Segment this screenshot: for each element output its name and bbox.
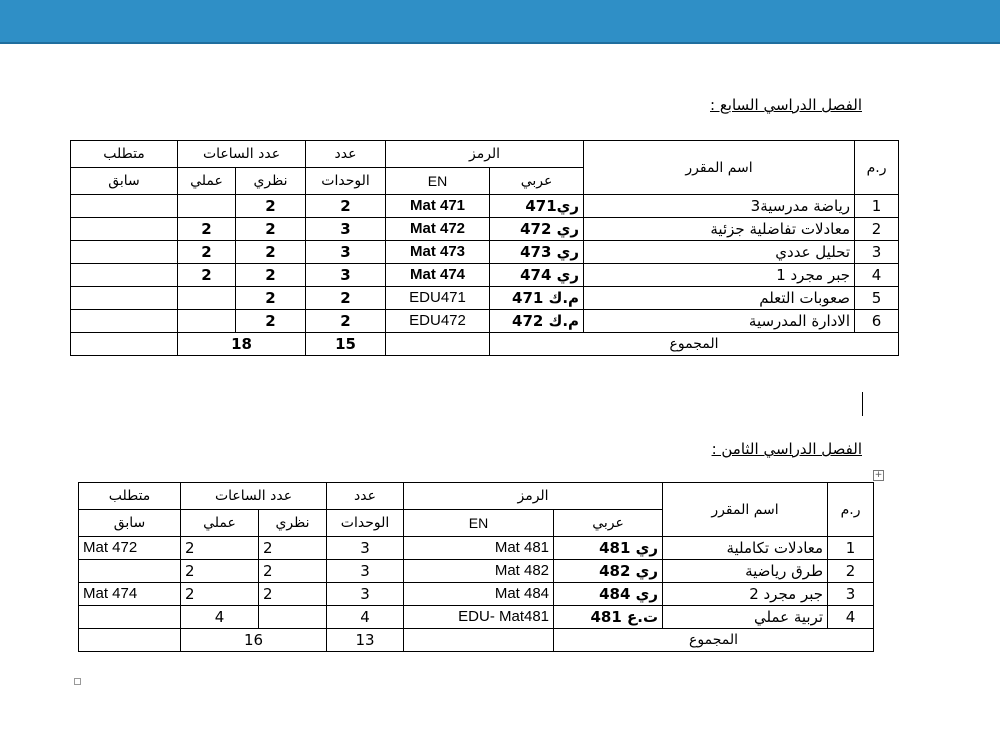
- row-no: 2: [855, 218, 899, 241]
- row-no: 6: [855, 310, 899, 333]
- row-course: الادارة المدرسية: [584, 310, 855, 333]
- top-banner: [0, 0, 1000, 44]
- total-units: 15: [306, 333, 386, 356]
- row-theory: 2: [259, 583, 327, 606]
- header-prereq-top: متطلب: [71, 141, 178, 168]
- row-course: صعوبات التعلم: [584, 287, 855, 310]
- row-practical: 2: [181, 537, 259, 560]
- row-code-ar: ت.ع 481: [554, 606, 663, 629]
- row-code-ar: ري471: [490, 195, 584, 218]
- header-arabic: عربي: [490, 168, 584, 195]
- row-code-ar: ري 481: [554, 537, 663, 560]
- header-practical: عملي: [181, 510, 259, 537]
- row-prereq: Mat 472: [79, 537, 181, 560]
- row-practical: 4: [181, 606, 259, 629]
- row-no: 4: [828, 606, 874, 629]
- row-theory: [259, 606, 327, 629]
- header-en: EN: [404, 510, 554, 537]
- row-no: 5: [855, 287, 899, 310]
- row-course: طرق رياضية: [663, 560, 828, 583]
- header-theory: نظري: [259, 510, 327, 537]
- row-code-en: EDU- Mat481: [404, 606, 554, 629]
- row-code-en: Mat 484: [404, 583, 554, 606]
- row-prereq: [71, 264, 178, 287]
- row-theory: 2: [236, 264, 306, 287]
- row-code-en: EDU472: [386, 310, 490, 333]
- header-prereq-bottom: سابق: [79, 510, 181, 537]
- header-theory: نظري: [236, 168, 306, 195]
- header-units-bottom: الوحدات: [306, 168, 386, 195]
- semester-8-table: [78, 482, 874, 652]
- row-units: 2: [306, 310, 386, 333]
- row-theory: 2: [259, 560, 327, 583]
- row-course: تربية عملي: [663, 606, 828, 629]
- row-no: 1: [828, 537, 874, 560]
- table-row: [71, 195, 899, 218]
- semester-7-title: الفصل الدراسي السابع :: [710, 96, 862, 114]
- header-en: EN: [386, 168, 490, 195]
- header-arabic: عربي: [554, 510, 663, 537]
- row-no: 1: [855, 195, 899, 218]
- row-practical: [178, 310, 236, 333]
- row-course: جبر مجرد 2: [663, 583, 828, 606]
- row-code-en: Mat 471: [386, 195, 490, 218]
- total-row: [71, 333, 899, 356]
- row-no: 4: [855, 264, 899, 287]
- header-hours: عدد الساعات: [178, 141, 306, 168]
- row-code-ar: م.ك 471: [490, 287, 584, 310]
- table-row: [71, 241, 899, 264]
- header-no: ر.م: [828, 483, 874, 537]
- table-row: [71, 310, 899, 333]
- row-course: رياضة مدرسية3: [584, 195, 855, 218]
- row-code-en: Mat 473: [386, 241, 490, 264]
- row-prereq: [71, 310, 178, 333]
- row-units: 3: [306, 218, 386, 241]
- table-row: [71, 218, 899, 241]
- row-practical: [178, 287, 236, 310]
- table-row: [79, 537, 874, 560]
- row-prereq: [71, 241, 178, 264]
- row-code-ar: ري 473: [490, 241, 584, 264]
- row-theory: 2: [259, 537, 327, 560]
- header-prereq-bottom: سابق: [71, 168, 178, 195]
- row-theory: 2: [236, 287, 306, 310]
- row-units: 4: [327, 606, 404, 629]
- row-code-ar: ري 472: [490, 218, 584, 241]
- row-code-en: Mat 474: [386, 264, 490, 287]
- header-units-top: عدد: [327, 483, 404, 510]
- text-cursor: [862, 392, 863, 416]
- header-practical: عملي: [178, 168, 236, 195]
- row-units: 3: [327, 537, 404, 560]
- row-units: 3: [306, 241, 386, 264]
- header-prereq-top: متطلب: [79, 483, 181, 510]
- header-course: اسم المقرر: [584, 141, 855, 195]
- row-prereq: Mat 474: [79, 583, 181, 606]
- row-no: 2: [828, 560, 874, 583]
- header-code: الرمز: [404, 483, 663, 510]
- row-code-en: Mat 472: [386, 218, 490, 241]
- row-prereq: [79, 560, 181, 583]
- row-units: 3: [327, 583, 404, 606]
- table-move-icon[interactable]: +: [874, 470, 883, 480]
- header-units-bottom: الوحدات: [327, 510, 404, 537]
- row-code-ar: م.ك 472: [490, 310, 584, 333]
- row-practical: 2: [178, 264, 236, 287]
- table-row: [71, 287, 899, 310]
- row-no: 3: [828, 583, 874, 606]
- total-hours: 18: [178, 333, 306, 356]
- row-course: تحليل عددي: [584, 241, 855, 264]
- row-units: 3: [327, 560, 404, 583]
- header-hours: عدد الساعات: [181, 483, 327, 510]
- header-no: ر.م: [855, 141, 899, 195]
- row-code-ar: ري 482: [554, 560, 663, 583]
- row-course: معادلات تكاملية: [663, 537, 828, 560]
- table-row: [79, 583, 874, 606]
- total-row: [79, 629, 874, 652]
- row-practical: 2: [181, 583, 259, 606]
- header-code: الرمز: [386, 141, 584, 168]
- semester-7-table: [70, 140, 899, 356]
- row-units: 3: [306, 264, 386, 287]
- row-practical: 2: [178, 241, 236, 264]
- semester-8-title: الفصل الدراسي الثامن :: [711, 440, 862, 458]
- total-hours: 16: [181, 629, 327, 652]
- row-code-ar: ري 474: [490, 264, 584, 287]
- table-row: [71, 264, 899, 287]
- row-theory: 2: [236, 195, 306, 218]
- header-units-top: عدد: [306, 141, 386, 168]
- total-label: المجموع: [490, 333, 899, 356]
- table-row: [79, 606, 874, 629]
- row-course: جبر مجرد 1: [584, 264, 855, 287]
- row-prereq: [71, 287, 178, 310]
- row-prereq: [71, 195, 178, 218]
- row-prereq: [79, 606, 181, 629]
- row-code-en: Mat 482: [404, 560, 554, 583]
- row-practical: 2: [178, 218, 236, 241]
- row-prereq: [71, 218, 178, 241]
- row-practical: [178, 195, 236, 218]
- row-no: 3: [855, 241, 899, 264]
- row-course: معادلات تفاضلية جزئية: [584, 218, 855, 241]
- header-course: اسم المقرر: [663, 483, 828, 537]
- row-units: 2: [306, 195, 386, 218]
- row-theory: 2: [236, 310, 306, 333]
- table-resize-handle[interactable]: [74, 678, 81, 685]
- row-code-en: EDU471: [386, 287, 490, 310]
- row-code-en: Mat 481: [404, 537, 554, 560]
- row-practical: 2: [181, 560, 259, 583]
- total-label: المجموع: [554, 629, 874, 652]
- row-theory: 2: [236, 241, 306, 264]
- total-units: 13: [327, 629, 404, 652]
- row-theory: 2: [236, 218, 306, 241]
- table-row: [79, 560, 874, 583]
- row-units: 2: [306, 287, 386, 310]
- row-code-ar: ري 484: [554, 583, 663, 606]
